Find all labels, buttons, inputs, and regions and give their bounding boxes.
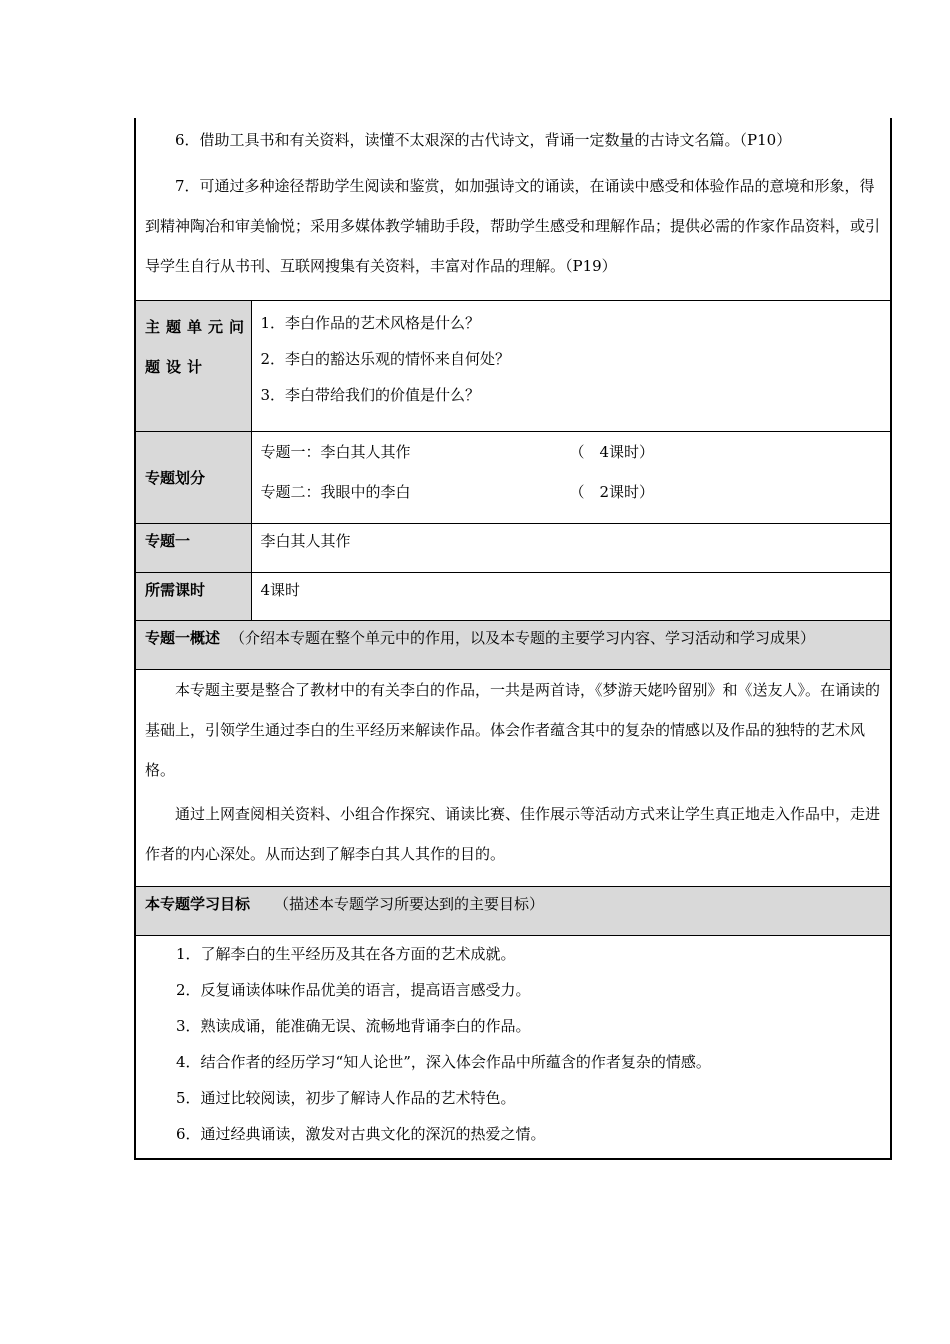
hours-label: 所需课时: [135, 573, 251, 621]
overview-body-row: [135, 670, 891, 887]
goal-item: 4．结合作者的经历学习“知人论世”，深入体会作品中所蕴含的作者复杂的情感。: [176, 1053, 711, 1071]
questions-label: 主题单元问题设计: [135, 301, 251, 432]
topic-item: [252, 472, 891, 512]
goal-item: 5．通过比较阅读，初步了解诗人作品的艺术特色。: [176, 1089, 516, 1107]
goals-label: 本专题学习目标: [145, 895, 251, 913]
overview-label: 专题一概述: [145, 629, 221, 647]
overview-header: [135, 621, 891, 670]
topic-hours: （ 2课时）: [569, 483, 655, 501]
question-item: 2．李白的豁达乐观的情怀来自何处？: [260, 350, 511, 368]
topic1-label: 专题一: [135, 524, 251, 573]
questions-row: [135, 301, 891, 432]
overview-header-row: [135, 621, 891, 670]
overview-paragraph: 通过上网查阅相关资料、小组合作探究、诵读比赛、佳作展示等活动方式来让学生真正地走入作品中，走进作者的内心深处。从而达到了解李白其人其作的目的。: [145, 805, 881, 863]
hours-value: 4课时: [251, 573, 891, 621]
standard-item-6: 6．借助工具书和有关资料，读懂不太艰深的古代诗文，背诵一定数量的古诗文名篇。（P10）: [175, 131, 792, 149]
goals-note: （描述本专题学习所要达到的主要目标）: [274, 895, 545, 913]
question-item: 1．李白作品的艺术风格是什么？: [260, 314, 481, 332]
goal-item: 3．熟读成诵，能准确无误、流畅地背诵李白的作品。: [176, 1017, 531, 1035]
topics-label: 专题划分: [135, 432, 251, 524]
topic-name: 专题二：我眼中的李白: [260, 483, 411, 501]
hours-row: [135, 573, 891, 621]
question-item: 3．李白带给我们的价值是什么？: [260, 386, 481, 404]
topic-hours: （ 4课时）: [569, 443, 655, 461]
goal-item: 1．了解李白的生平经历及其在各方面的艺术成就。: [176, 945, 516, 963]
overview-note: （介绍本专题在整个单元中的作用，以及本专题的主要学习内容、学习活动和学习成果）: [230, 629, 816, 647]
standards-row: [135, 118, 891, 301]
topics-row: [135, 432, 891, 524]
topic1-row: [135, 524, 891, 573]
goals-body-row: [135, 936, 891, 1160]
topic-name: 专题一：李白其人其作: [260, 443, 411, 461]
goal-item: 2．反复诵读体味作品优美的语言，提高语言感受力。: [176, 981, 531, 999]
goals-header: [135, 887, 891, 936]
standard-item-7: 7．可通过多种途径帮助学生阅读和鉴赏，如加强诗文的诵读，在诵读中感受和体验作品的意境和形象，得到精神陶冶和审美愉悦；采用多媒体教学辅助手段，帮助学生感受和理解作品；提供必需的作家作品资料，或引导学生自行从书刊、互联网搜集有关资料，丰富对作品的理解。（P19）: [145, 177, 881, 275]
topic1-value: 李白其人其作: [251, 524, 891, 573]
goals-header-row: [135, 887, 891, 936]
lesson-plan-table: [134, 118, 892, 1160]
overview-paragraph: 本专题主要是整合了教材中的有关李白的作品，一共是两首诗，《梦游天姥吟留别》和《送友人》。在诵读的基础上，引领学生通过李白的生平经历来解读作品。体会作者蕴含其中的复杂的情感以及作品的独特的艺术风格。: [145, 681, 881, 779]
topic-item: [252, 432, 891, 472]
goal-item: 6．通过经典诵读，激发对古典文化的深沉的热爱之情。: [176, 1125, 546, 1143]
